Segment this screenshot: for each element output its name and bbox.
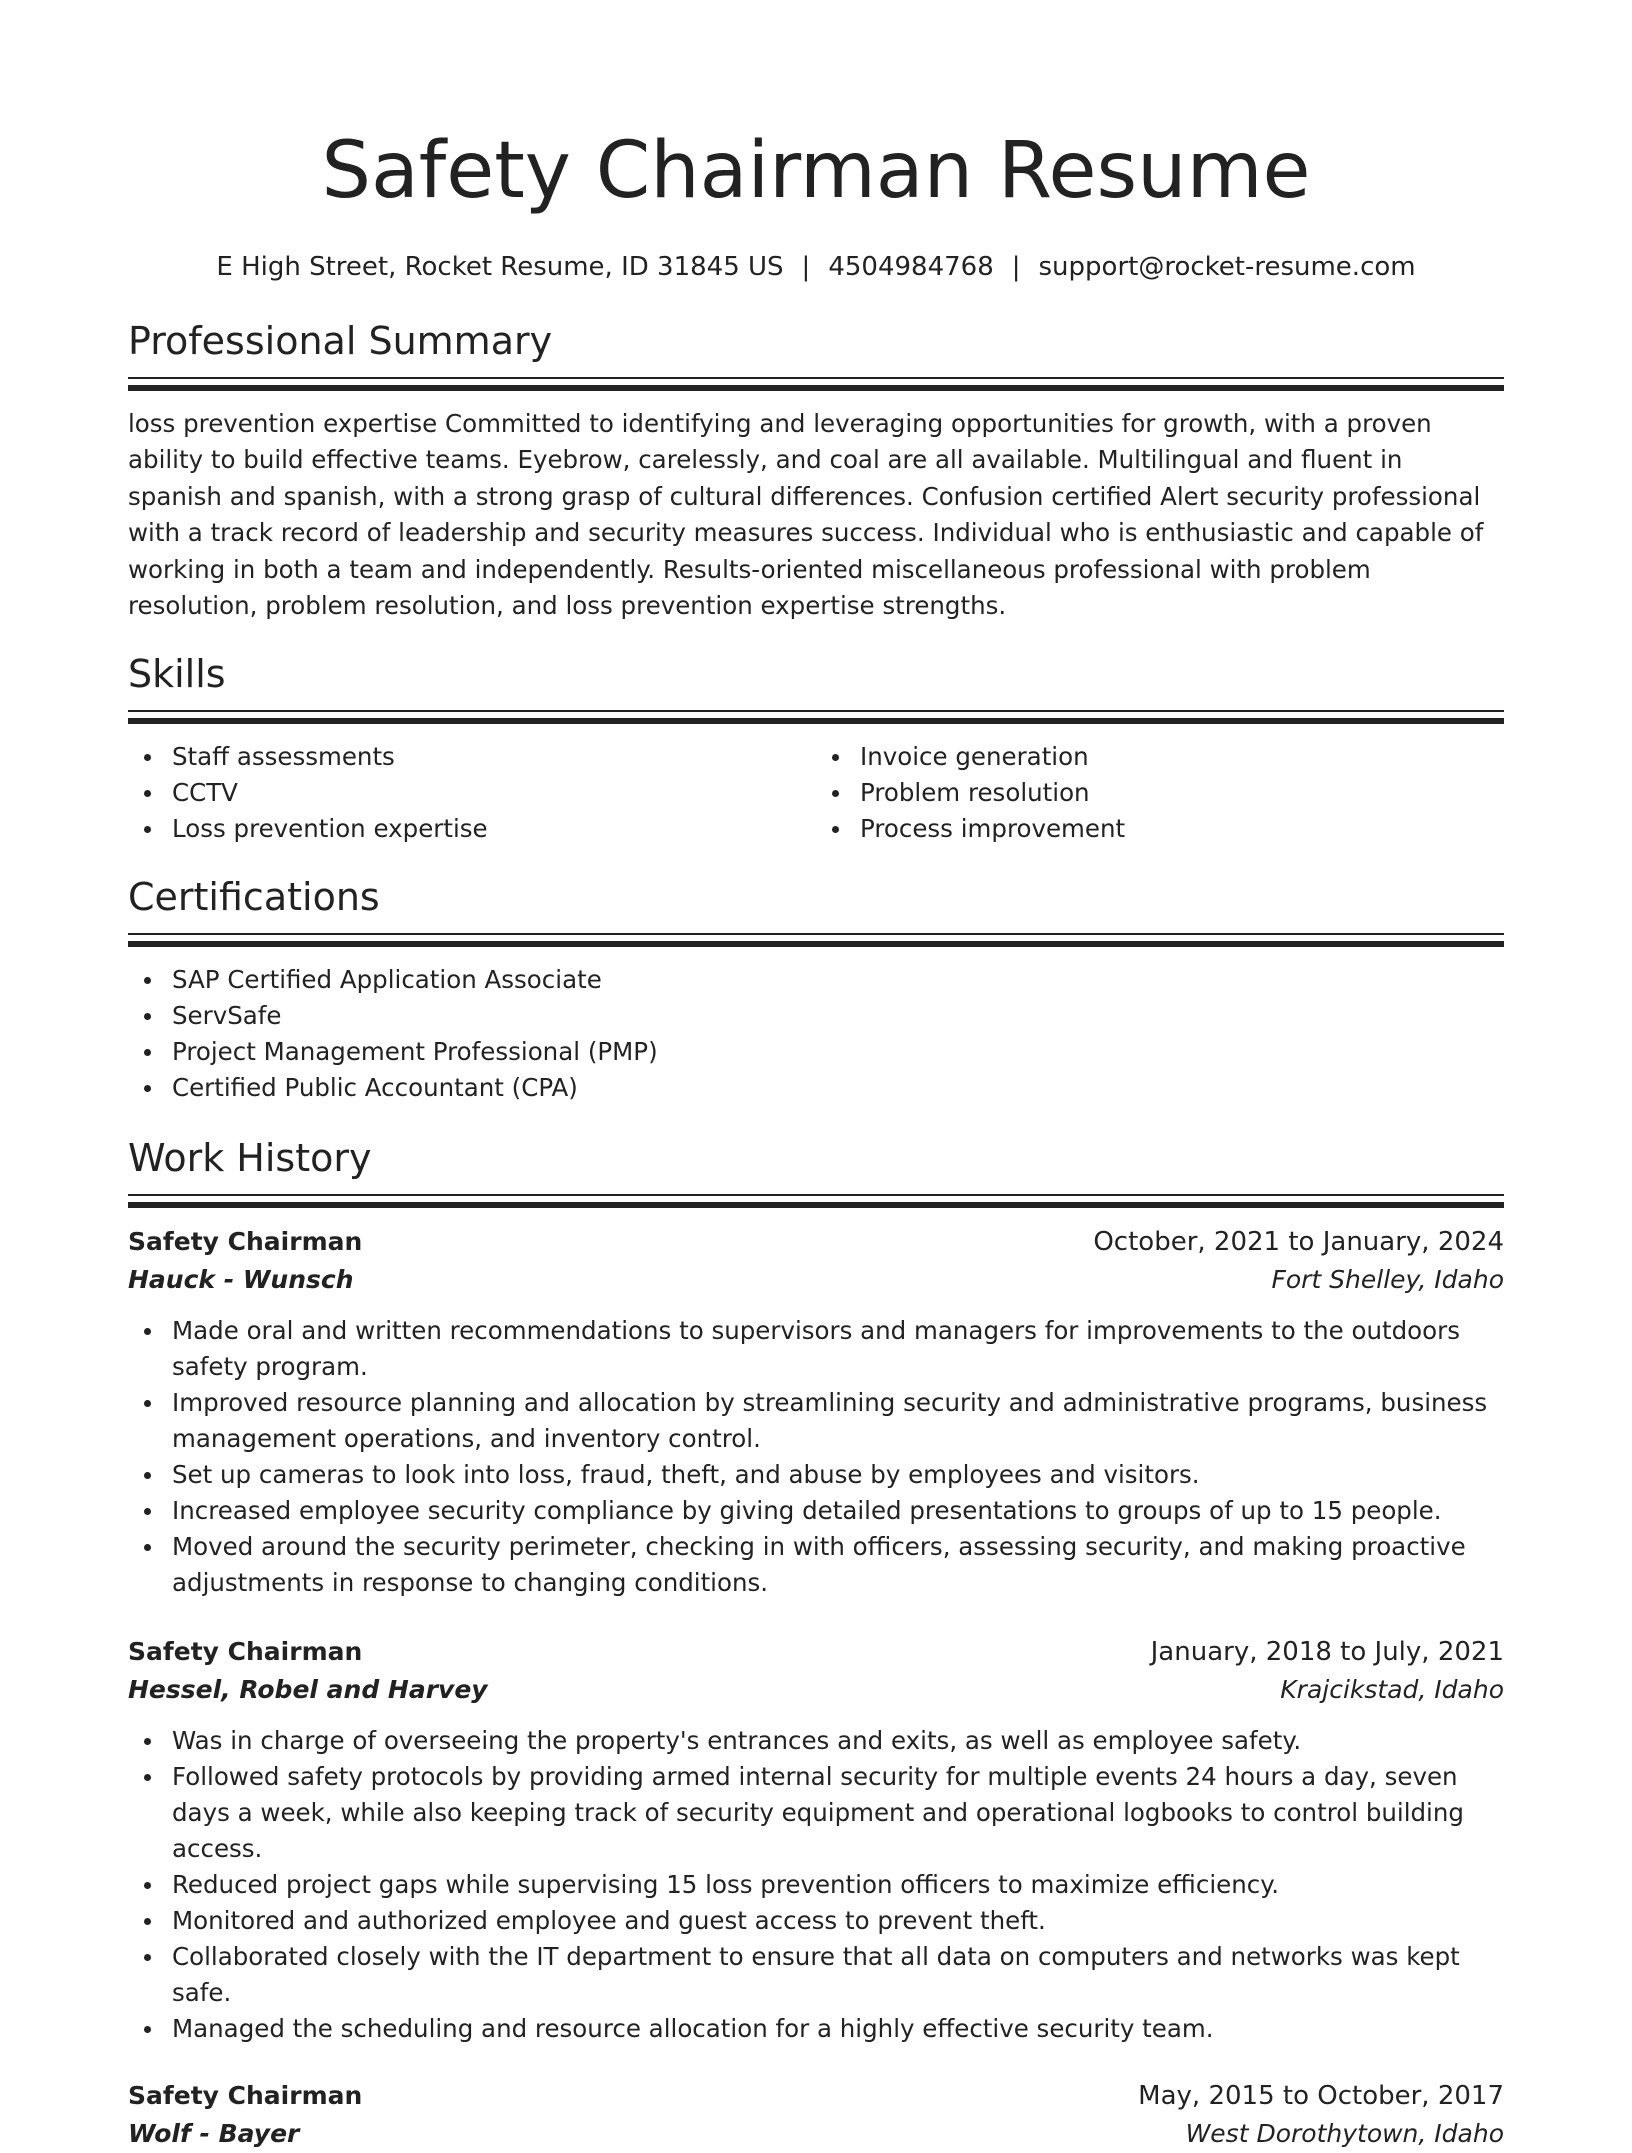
certifications-section <box>128 873 1504 1106</box>
job-company: Hessel, Robel and Harvey <box>128 1675 488 1705</box>
job-bullet: Managed the scheduling and resource allocation for a highly effective security team. <box>172 2011 1504 2047</box>
section-title-work-history: Work History <box>128 1136 372 1181</box>
work-history-section <box>128 1134 1504 2153</box>
job-entry <box>128 2077 1504 2153</box>
job-bullet: Increased employee security compliance by giving detailed presentations to groups of up to 15 people. <box>172 1493 1504 1529</box>
section-divider <box>128 377 1504 392</box>
contact-phone: 4504984768 <box>828 252 994 282</box>
skill-item: Problem resolution <box>860 775 1504 811</box>
job-company: Wolf - Bayer <box>128 2119 300 2149</box>
job-bullet: Made oral and written recommendations to supervisors and managers for improvements to the outdoors safety program. <box>172 1313 1504 1385</box>
skill-item: CCTV <box>172 775 816 811</box>
job-subheader <box>128 1261 1504 1299</box>
contact-email: support@rocket-resume.com <box>1038 252 1416 282</box>
job-location: West Dorothytown, Idaho <box>1185 2119 1504 2149</box>
job-bullet: Set up cameras to look into loss, fraud, theft, and abuse by employees and visitors. <box>172 1457 1504 1493</box>
job-bullet: Followed safety protocols by providing armed internal security for multiple events 24 hours a day, seven days a week, while also keeping track of security equipment and operational logbooks to control building access. <box>172 1759 1504 1867</box>
contact-separator: | <box>1011 252 1021 282</box>
skills-list-left <box>128 739 816 847</box>
job-header <box>128 1223 1504 1261</box>
job-bullet: Monitored and authorized employee and guest access to prevent theft. <box>172 1903 1504 1939</box>
certification-item: SAP Certified Application Associate <box>172 962 1504 998</box>
job-title: Safety Chairman <box>128 2081 363 2111</box>
section-title-summary: Professional Summary <box>128 319 553 363</box>
job-title: Safety Chairman <box>128 1227 363 1257</box>
section-title-certifications: Certifications <box>128 875 380 920</box>
section-divider <box>128 1194 1504 1209</box>
job-subheader <box>128 1671 1504 1709</box>
certifications-list <box>128 962 1504 1106</box>
contact-separator: | <box>801 252 811 282</box>
certification-item: Project Management Professional (PMP) <box>172 1034 1504 1070</box>
job-dates: October, 2021 to January, 2024 <box>1093 1227 1504 1258</box>
resume-title: Safety Chairman Resume <box>321 126 1311 216</box>
section-divider <box>128 710 1504 725</box>
contact-address: E High Street, Rocket Resume, ID 31845 US <box>216 252 784 282</box>
job-bullets <box>128 1313 1504 1601</box>
certification-item: Certified Public Accountant (CPA) <box>172 1070 1504 1106</box>
skills-section <box>128 650 1504 847</box>
skills-list-right <box>816 739 1504 847</box>
job-bullet: Collaborated closely with the IT department to ensure that all data on computers and networks was kept safe. <box>172 1939 1504 2011</box>
job-bullets <box>128 1723 1504 2047</box>
summary-section <box>128 317 1504 624</box>
job-location: Krajcikstad, Idaho <box>1280 1675 1504 1705</box>
skill-item: Process improvement <box>860 811 1504 847</box>
skill-item: Invoice generation <box>860 739 1504 775</box>
skill-item: Staff assessments <box>172 739 816 775</box>
skills-grid <box>128 739 1504 847</box>
job-dates: January, 2018 to July, 2021 <box>1150 1637 1504 1668</box>
job-bullet: Moved around the security perimeter, checking in with officers, assessing security, and making proactive adjustments in response to changing conditions. <box>172 1529 1504 1601</box>
job-header <box>128 1633 1504 1671</box>
job-location: Fort Shelley, Idaho <box>1271 1265 1504 1295</box>
job-header <box>128 2077 1504 2115</box>
job-entry <box>128 1633 1504 2047</box>
section-divider <box>128 933 1504 948</box>
job-bullet: Reduced project gaps while supervising 15 loss prevention officers to maximize efficiency. <box>172 1867 1504 1903</box>
job-bullet: Improved resource planning and allocation by streamlining security and administrative programs, business management operations, and inventory control. <box>172 1385 1504 1457</box>
job-entry <box>128 1223 1504 1601</box>
job-subheader <box>128 2115 1504 2153</box>
resume-page <box>128 0 1504 2153</box>
contact-line <box>128 250 1504 284</box>
skill-item: Loss prevention expertise <box>172 811 816 847</box>
job-company: Hauck - Wunsch <box>128 1265 354 1295</box>
certification-item: ServSafe <box>172 998 1504 1034</box>
job-title: Safety Chairman <box>128 1637 363 1667</box>
job-dates: May, 2015 to October, 2017 <box>1138 2081 1504 2112</box>
summary-text: loss prevention expertise Committed to identifying and leveraging opportunities for growth, with a proven ability to build effective teams. Eyebrow, carelessly, and coal are all available. Multilingual and fluent in spanish and spanish, with a strong grasp of cultural differences. Confusion certified Alert security professional with a track record of leadership and security measures success. Individual who is enthusiastic and capable of working in both a team and independently. Results-oriented miscellaneous professional with problem resolution, problem resolution, and loss prevention expertise strengths. <box>128 409 1484 621</box>
section-title-skills: Skills <box>128 652 226 697</box>
job-bullet: Was in charge of overseeing the property's entrances and exits, as well as employee safety. <box>172 1723 1504 1759</box>
